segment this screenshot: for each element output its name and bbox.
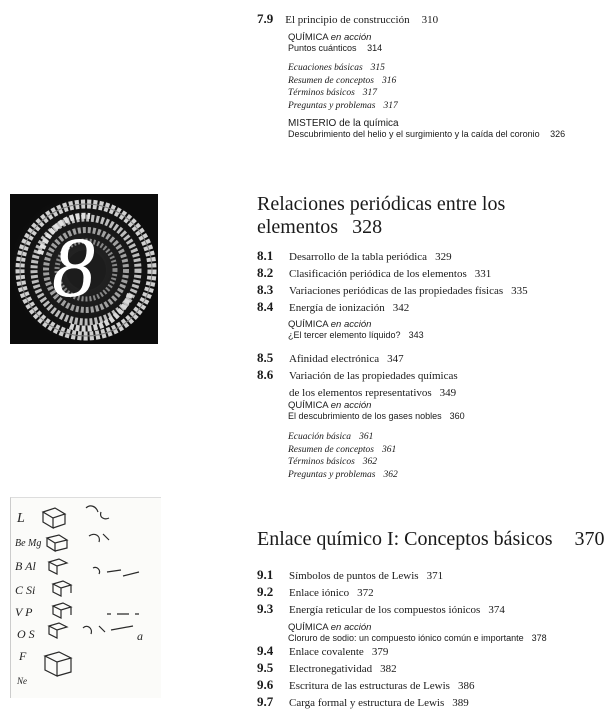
quimica-en-accion-block: QUÍMICA en acción Cloruro de sodio: un compuesto iónico común e importante 378 [288, 622, 547, 643]
chapter-9-image [10, 497, 161, 698]
toc-entry-qa-title[interactable]: ¿El tercer elemento líquido? 343 [288, 330, 424, 340]
summary-item[interactable]: Resumen de conceptos 361 [288, 444, 397, 455]
misterio-block [288, 118, 565, 139]
toc-entry[interactable]: 9.1 Símbolos de puntos de Lewis 371 [257, 567, 444, 582]
toc-entry[interactable]: 8.2 Clasificación periódica de los elementos 331 [257, 265, 492, 280]
toc-entry[interactable]: 8.5 Afinidad electrónica 347 [257, 350, 404, 365]
toc-entry[interactable]: 8.1 Desarrollo de la tabla periódica 329 [257, 248, 452, 263]
svg-text:Be Mg: Be Mg [15, 538, 42, 549]
toc-entry-qa-title[interactable]: Cloruro de sodio: un compuesto iónico común e importante 378 [288, 633, 547, 643]
svg-text:F: F [19, 649, 27, 663]
chapter-8-title[interactable]: Relaciones periódicas entre los elementos 328 [257, 193, 506, 238]
summary-item[interactable]: Ecuaciones básicas 315 [288, 63, 385, 73]
chapter-8-badge-number: 8 [52, 219, 95, 315]
toc-entry[interactable]: 9.2 Enlace iónico 372 [257, 584, 374, 599]
svg-text:V P: V P [15, 605, 33, 619]
chapter-8-sections-a [257, 248, 528, 316]
summary-item[interactable]: Términos básicos 362 [288, 457, 378, 467]
lewis-notebook-sketch-icon [11, 498, 161, 698]
quimica-en-accion-block: QUÍMICA en acción ¿El tercer elemento líquido? 343 [288, 319, 424, 340]
summary-item[interactable]: Preguntas y problemas 362 [288, 469, 398, 480]
chapter-7-summary-list [288, 62, 398, 112]
summary-item[interactable]: Términos básicos 317 [288, 88, 378, 98]
summary-item[interactable]: Resumen de conceptos 316 [288, 75, 397, 86]
toc-entry[interactable]: 9.5 Electronegatividad 382 [257, 660, 397, 675]
svg-text:Ne: Ne [17, 676, 27, 686]
svg-text:a: a [137, 629, 143, 643]
svg-text:L: L [17, 511, 25, 526]
chapter-8-summary-list [288, 431, 398, 481]
misterio-label-rest: de la química [339, 118, 399, 129]
summary-item[interactable]: Ecuación básica 361 [288, 432, 374, 442]
toc-entry[interactable]: 8.6 Variación de las propiedades químicas [257, 367, 458, 382]
toc-entry[interactable]: 9.7 Carga formal y estructura de Lewis 389 [257, 694, 469, 709]
toc-entry[interactable]: 9.4 Enlace covalente 379 [257, 643, 389, 658]
quimica-en-accion-block: QUÍMICA en acción El descubrimiento de los gases nobles 360 [288, 400, 465, 421]
qa-label-italic: en acción [330, 32, 372, 43]
toc-entry-misterio-title[interactable]: Descubrimiento del helio y el surgimiento y la caída del coronio 326 [288, 129, 566, 139]
chapter-9-sections-b [257, 643, 474, 711]
qa-label: QUÍMICA [288, 32, 329, 43]
svg-text:C Si: C Si [15, 583, 36, 597]
toc-entry-qa-title[interactable]: Puntos cuánticos 314 [288, 43, 383, 53]
summary-item[interactable]: Preguntas y problemas 317 [288, 100, 398, 111]
toc-entry[interactable]: 9.6 Escritura de las estructuras de Lewis 386 [257, 677, 475, 692]
quimica-en-accion-block [288, 32, 382, 53]
chapter-8-sections-b [257, 350, 458, 401]
toc-entry-continuation[interactable]: de los elementos representativos 349 [289, 387, 457, 399]
svg-text:B Al: B Al [15, 559, 36, 573]
chapter-8-image [10, 194, 158, 344]
toc-entry-qa-title[interactable]: El descubrimiento de los gases nobles 360 [288, 411, 465, 421]
toc-entry-7-9[interactable]: 7.9 El principio de construcción 310 [257, 11, 439, 26]
chapter-9-sections-a [257, 567, 505, 618]
chapter-9-title[interactable]: Enlace químico I: Conceptos básicos 370 [257, 528, 604, 550]
toc-entry[interactable]: 8.4 Energía de ionización 342 [257, 299, 410, 314]
svg-text:O S: O S [17, 627, 35, 641]
toc-entry[interactable]: 9.3 Energía reticular de los compuestos iónicos 374 [257, 601, 505, 616]
misterio-label: MISTERIO [288, 118, 337, 129]
toc-entry[interactable]: 8.3 Variaciones periódicas de las propiedades físicas 335 [257, 282, 528, 297]
